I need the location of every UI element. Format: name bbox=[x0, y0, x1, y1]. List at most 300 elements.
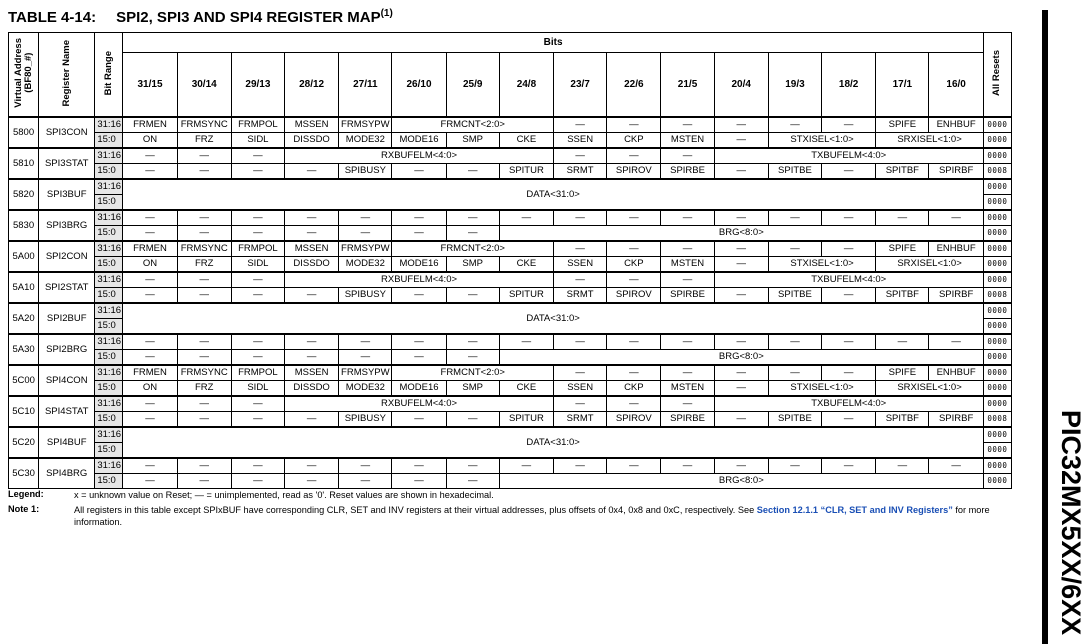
register-name: SPI3BRG bbox=[39, 210, 95, 241]
bit-field: — bbox=[499, 210, 553, 226]
bit-field: SPIRBF bbox=[929, 412, 983, 428]
bit-field: MSSEN bbox=[285, 365, 339, 381]
bit-field: — bbox=[392, 288, 446, 304]
bit-field: — bbox=[554, 458, 607, 474]
bit-field: — bbox=[446, 334, 499, 350]
bit-field: — bbox=[768, 334, 821, 350]
register-row bbox=[9, 117, 1012, 133]
bit-field: SRMT bbox=[554, 412, 607, 428]
bit-field: — bbox=[714, 334, 768, 350]
bit-field: SIDL bbox=[231, 381, 284, 397]
bit-field: SPIROV bbox=[607, 164, 661, 180]
bit-field: FRMEN bbox=[123, 241, 177, 257]
bit-field: MODE32 bbox=[339, 257, 392, 273]
bit-field: — bbox=[177, 458, 231, 474]
bit-field: — bbox=[822, 164, 876, 180]
bit-field: — bbox=[392, 334, 446, 350]
bit-field: SRXISEL<1:0> bbox=[876, 381, 984, 397]
bit-field: SIDL bbox=[231, 257, 284, 273]
section-link[interactable]: Section 12.1.1 “CLR, SET and INV Registers” bbox=[756, 505, 953, 515]
bit-field: BRG<8:0> bbox=[499, 474, 983, 489]
bit-field: — bbox=[123, 272, 177, 288]
bit-field: SPIROV bbox=[607, 288, 661, 304]
bit-field: — bbox=[231, 412, 284, 428]
reset-value: 0000 bbox=[983, 179, 1011, 195]
bit-column-header: 27/11 bbox=[339, 53, 392, 117]
bit-field: MODE32 bbox=[339, 133, 392, 149]
register-name: SPI2CON bbox=[39, 241, 95, 272]
bit-field: SPITUR bbox=[499, 164, 553, 180]
register-row bbox=[9, 241, 1012, 257]
bit-field: BRG<8:0> bbox=[499, 350, 983, 366]
register-row bbox=[9, 334, 1012, 350]
reset-value: 0000 bbox=[983, 133, 1011, 149]
reset-value: 0000 bbox=[983, 319, 1011, 335]
bit-field: DATA<31:0> bbox=[123, 303, 983, 334]
register-row bbox=[9, 474, 1012, 489]
bit-field: SPITBF bbox=[876, 288, 929, 304]
bit-field: ON bbox=[123, 257, 177, 273]
bit-column-header: 16/0 bbox=[929, 53, 983, 117]
bit-column-header: 31/15 bbox=[123, 53, 177, 117]
bit-field: — bbox=[339, 458, 392, 474]
bit-field: SMP bbox=[446, 257, 499, 273]
bit-field: — bbox=[714, 117, 768, 133]
reset-value: 0008 bbox=[983, 164, 1011, 180]
bit-field: SPIRBF bbox=[929, 164, 983, 180]
bit-field: — bbox=[123, 210, 177, 226]
register-name: SPI2BRG bbox=[39, 334, 95, 365]
bit-field: — bbox=[339, 210, 392, 226]
bit-field: DISSDO bbox=[285, 257, 339, 273]
bit-field: FRZ bbox=[177, 257, 231, 273]
reset-value: 0000 bbox=[983, 241, 1011, 257]
bit-field: — bbox=[285, 334, 339, 350]
bit-field: — bbox=[714, 210, 768, 226]
bit-field: — bbox=[607, 148, 661, 164]
bit-range: 31:16 bbox=[95, 427, 123, 443]
bit-field: — bbox=[123, 164, 177, 180]
bit-field: — bbox=[231, 458, 284, 474]
register-row bbox=[9, 133, 1012, 149]
bit-field: — bbox=[177, 148, 231, 164]
bit-field: — bbox=[123, 474, 177, 489]
bit-range: 31:16 bbox=[95, 458, 123, 474]
bit-field: SPIBUSY bbox=[339, 412, 392, 428]
bit-field: — bbox=[231, 226, 284, 242]
bit-field: — bbox=[392, 226, 446, 242]
bit-field: — bbox=[177, 334, 231, 350]
bit-field: STXISEL<1:0> bbox=[768, 381, 875, 397]
bit-field: SIDL bbox=[231, 133, 284, 149]
bit-field: — bbox=[876, 334, 929, 350]
bit-field: SPIFE bbox=[876, 241, 929, 257]
bit-range: 31:16 bbox=[95, 117, 123, 133]
bit-field: — bbox=[822, 210, 876, 226]
bit-field: — bbox=[392, 350, 446, 366]
bit-field: — bbox=[554, 241, 607, 257]
bit-field: — bbox=[123, 148, 177, 164]
reset-value: 0008 bbox=[983, 288, 1011, 304]
bit-field: — bbox=[285, 350, 339, 366]
bit-field: — bbox=[285, 210, 339, 226]
bit-column-header: 20/4 bbox=[714, 53, 768, 117]
bit-field: — bbox=[339, 226, 392, 242]
register-address: 5C10 bbox=[9, 396, 39, 427]
bit-field: CKP bbox=[607, 133, 661, 149]
bit-field: SPIROV bbox=[607, 412, 661, 428]
bit-field: — bbox=[554, 210, 607, 226]
bit-field: — bbox=[446, 458, 499, 474]
bit-range: 31:16 bbox=[95, 365, 123, 381]
bit-field: — bbox=[231, 210, 284, 226]
bit-field: — bbox=[607, 396, 661, 412]
bit-field: — bbox=[876, 458, 929, 474]
bit-field: ON bbox=[123, 133, 177, 149]
reset-value: 0000 bbox=[983, 195, 1011, 211]
bit-field: SMP bbox=[446, 381, 499, 397]
bit-field: — bbox=[446, 350, 499, 366]
bit-field: SPITBF bbox=[876, 164, 929, 180]
bit-field: — bbox=[822, 241, 876, 257]
bit-range: 15:0 bbox=[95, 226, 123, 242]
bit-field: MSTEN bbox=[661, 133, 714, 149]
bit-field: ENHBUF bbox=[929, 365, 983, 381]
bit-range: 31:16 bbox=[95, 272, 123, 288]
bit-field: — bbox=[177, 226, 231, 242]
bit-range: 31:16 bbox=[95, 334, 123, 350]
bit-field: — bbox=[768, 458, 821, 474]
bit-field: — bbox=[499, 458, 553, 474]
bit-field: FRMPOL bbox=[231, 241, 284, 257]
bit-field: MODE16 bbox=[392, 133, 446, 149]
bit-field: RXBUFELM<4:0> bbox=[285, 396, 554, 412]
bit-range: 31:16 bbox=[95, 210, 123, 226]
bit-field: RXBUFELM<4:0> bbox=[285, 272, 554, 288]
bit-range-header: Bit Range bbox=[95, 33, 123, 118]
register-row bbox=[9, 148, 1012, 164]
register-row bbox=[9, 226, 1012, 242]
bit-field: FRMSYPW bbox=[339, 365, 392, 381]
bit-column-header: 24/8 bbox=[499, 53, 553, 117]
register-row bbox=[9, 365, 1012, 381]
reset-value: 0000 bbox=[983, 427, 1011, 443]
bit-field: — bbox=[661, 241, 714, 257]
bit-range: 15:0 bbox=[95, 474, 123, 489]
bit-field: — bbox=[714, 257, 768, 273]
register-name: SPI3BUF bbox=[39, 179, 95, 210]
bit-field: — bbox=[446, 412, 499, 428]
bit-field: — bbox=[607, 334, 661, 350]
table-number: TABLE 4-14: bbox=[8, 9, 97, 26]
bit-range: 15:0 bbox=[95, 381, 123, 397]
bit-field: — bbox=[714, 241, 768, 257]
bit-field: — bbox=[177, 288, 231, 304]
bit-column-header: 22/6 bbox=[607, 53, 661, 117]
bit-field: SRMT bbox=[554, 288, 607, 304]
bit-range: 31:16 bbox=[95, 179, 123, 195]
bit-field: — bbox=[123, 458, 177, 474]
bit-field: — bbox=[929, 210, 983, 226]
bit-column-header: 30/14 bbox=[177, 53, 231, 117]
legend-label: Legend: bbox=[8, 489, 44, 499]
bit-field: FRZ bbox=[177, 133, 231, 149]
bit-field: — bbox=[876, 210, 929, 226]
bit-field: — bbox=[661, 117, 714, 133]
register-row bbox=[9, 179, 1012, 195]
bit-field: BRG<8:0> bbox=[499, 226, 983, 242]
bit-field: TXBUFELM<4:0> bbox=[714, 272, 983, 288]
register-address: 5800 bbox=[9, 117, 39, 148]
bit-field: — bbox=[392, 412, 446, 428]
bit-field: CKP bbox=[607, 257, 661, 273]
bit-field: — bbox=[446, 226, 499, 242]
bit-field: — bbox=[339, 474, 392, 489]
bit-range: 15:0 bbox=[95, 164, 123, 180]
reset-value: 0000 bbox=[983, 474, 1011, 489]
side-device-label: PIC32MX5XX/6XX bbox=[1056, 410, 1086, 636]
register-name: SPI4CON bbox=[39, 365, 95, 396]
bit-field: — bbox=[339, 350, 392, 366]
bit-field: — bbox=[607, 458, 661, 474]
reset-value: 0000 bbox=[983, 381, 1011, 397]
bit-field: — bbox=[392, 458, 446, 474]
bit-field: MODE32 bbox=[339, 381, 392, 397]
bit-field: TXBUFELM<4:0> bbox=[714, 396, 983, 412]
bit-field: — bbox=[929, 334, 983, 350]
bit-field: DISSDO bbox=[285, 133, 339, 149]
bit-field: FRMPOL bbox=[231, 117, 284, 133]
bit-field: — bbox=[607, 272, 661, 288]
bit-field: DATA<31:0> bbox=[123, 427, 983, 458]
bit-field: SPIRBE bbox=[661, 288, 714, 304]
bit-column-header: 19/3 bbox=[768, 53, 821, 117]
reset-value: 0000 bbox=[983, 210, 1011, 226]
bit-field: — bbox=[446, 164, 499, 180]
register-address: 5A10 bbox=[9, 272, 39, 303]
bit-field: FRMPOL bbox=[231, 365, 284, 381]
register-name-header: Register Name bbox=[39, 33, 95, 118]
table-title bbox=[8, 8, 393, 26]
bit-range: 31:16 bbox=[95, 241, 123, 257]
register-row bbox=[9, 458, 1012, 474]
bit-field: — bbox=[768, 241, 821, 257]
bit-field: MSTEN bbox=[661, 257, 714, 273]
register-name: SPI4BUF bbox=[39, 427, 95, 458]
title-note-ref: (1) bbox=[380, 8, 393, 19]
bit-field: — bbox=[285, 474, 339, 489]
bit-field: — bbox=[339, 334, 392, 350]
bit-field: SPITUR bbox=[499, 288, 553, 304]
bit-field: — bbox=[231, 474, 284, 489]
note-label: Note 1: bbox=[8, 504, 40, 514]
bit-field: — bbox=[822, 458, 876, 474]
bit-field: — bbox=[392, 164, 446, 180]
bit-field: — bbox=[714, 381, 768, 397]
bit-field: — bbox=[607, 210, 661, 226]
bit-field: SPITBE bbox=[768, 288, 821, 304]
bit-field: SSEN bbox=[554, 257, 607, 273]
bit-field: SPITBE bbox=[768, 412, 821, 428]
bit-field: — bbox=[661, 458, 714, 474]
bit-field: FRMEN bbox=[123, 365, 177, 381]
bit-field: — bbox=[929, 458, 983, 474]
reset-value: 0000 bbox=[983, 396, 1011, 412]
reset-value: 0000 bbox=[983, 226, 1011, 242]
bit-field: SPITUR bbox=[499, 412, 553, 428]
bit-field: — bbox=[123, 288, 177, 304]
bit-field: MODE16 bbox=[392, 257, 446, 273]
bit-field: — bbox=[446, 288, 499, 304]
bit-field: — bbox=[768, 365, 821, 381]
bit-field: — bbox=[123, 334, 177, 350]
bit-range: 15:0 bbox=[95, 133, 123, 149]
register-row bbox=[9, 288, 1012, 304]
bit-field: RXBUFELM<4:0> bbox=[285, 148, 554, 164]
bit-column-header: 21/5 bbox=[661, 53, 714, 117]
bit-field: — bbox=[554, 148, 607, 164]
bit-field: — bbox=[714, 365, 768, 381]
bit-field: — bbox=[661, 272, 714, 288]
bit-field: FRMEN bbox=[123, 117, 177, 133]
bit-field: — bbox=[661, 334, 714, 350]
reset-value: 0000 bbox=[983, 365, 1011, 381]
bit-field: — bbox=[392, 474, 446, 489]
bit-column-header: 26/10 bbox=[392, 53, 446, 117]
bit-field: STXISEL<1:0> bbox=[768, 133, 875, 149]
all-resets-header: All Resets bbox=[983, 33, 1011, 118]
bit-field: — bbox=[822, 412, 876, 428]
bit-field: ON bbox=[123, 381, 177, 397]
bit-field: SPIRBE bbox=[661, 412, 714, 428]
bit-field: — bbox=[231, 148, 284, 164]
register-row bbox=[9, 396, 1012, 412]
bit-field: FRMSYNC bbox=[177, 241, 231, 257]
bit-field: CKP bbox=[607, 381, 661, 397]
bit-field: FRMSYPW bbox=[339, 241, 392, 257]
bit-field: — bbox=[554, 334, 607, 350]
reset-value: 0000 bbox=[983, 443, 1011, 459]
reset-value: 0000 bbox=[983, 272, 1011, 288]
bit-field: SPITBE bbox=[768, 164, 821, 180]
bit-field: — bbox=[123, 396, 177, 412]
bit-field: FRMCNT<2:0> bbox=[392, 241, 554, 257]
bit-field: — bbox=[714, 412, 768, 428]
register-rows bbox=[9, 117, 1012, 489]
bit-number-header-row bbox=[9, 53, 1012, 117]
bit-column-header: 23/7 bbox=[554, 53, 607, 117]
bit-field: — bbox=[231, 334, 284, 350]
bit-field: — bbox=[661, 365, 714, 381]
bit-field: CKE bbox=[499, 257, 553, 273]
bit-field: CKE bbox=[499, 133, 553, 149]
bit-field: DATA<31:0> bbox=[123, 179, 983, 210]
bit-field: CKE bbox=[499, 381, 553, 397]
bit-field: SPIFE bbox=[876, 365, 929, 381]
bit-field: — bbox=[714, 133, 768, 149]
bit-field: — bbox=[714, 288, 768, 304]
register-address: 5C20 bbox=[9, 427, 39, 458]
bit-field: — bbox=[177, 210, 231, 226]
bit-field: MSTEN bbox=[661, 381, 714, 397]
bit-field: — bbox=[285, 288, 339, 304]
register-name: SPI2STAT bbox=[39, 272, 95, 303]
bit-field: STXISEL<1:0> bbox=[768, 257, 875, 273]
bit-field: — bbox=[607, 241, 661, 257]
bit-field: — bbox=[607, 365, 661, 381]
register-row bbox=[9, 257, 1012, 273]
bit-field: TXBUFELM<4:0> bbox=[714, 148, 983, 164]
bit-field: — bbox=[177, 412, 231, 428]
reset-value: 0000 bbox=[983, 117, 1011, 133]
bit-field: — bbox=[231, 288, 284, 304]
bit-field: — bbox=[177, 396, 231, 412]
bit-field: SPITBF bbox=[876, 412, 929, 428]
register-row bbox=[9, 381, 1012, 397]
bits-header: Bits bbox=[123, 33, 983, 53]
bit-field: SPIBUSY bbox=[339, 164, 392, 180]
register-name: SPI3STAT bbox=[39, 148, 95, 179]
bit-field: FRMSYNC bbox=[177, 117, 231, 133]
bit-field: ENHBUF bbox=[929, 241, 983, 257]
bit-field: — bbox=[822, 288, 876, 304]
reset-value: 0000 bbox=[983, 303, 1011, 319]
bit-field: — bbox=[446, 474, 499, 489]
register-name: SPI2BUF bbox=[39, 303, 95, 334]
register-name: SPI4STAT bbox=[39, 396, 95, 427]
bit-field: SPIRBF bbox=[929, 288, 983, 304]
bit-field: — bbox=[177, 164, 231, 180]
bit-field: — bbox=[392, 210, 446, 226]
register-address: 5820 bbox=[9, 179, 39, 210]
virtual-address-header: Virtual Address (BF80_#) bbox=[9, 33, 39, 118]
bit-column-header: 18/2 bbox=[822, 53, 876, 117]
register-row bbox=[9, 427, 1012, 443]
bit-field: — bbox=[822, 365, 876, 381]
bit-range: 15:0 bbox=[95, 443, 123, 459]
register-address: 5A30 bbox=[9, 334, 39, 365]
register-row bbox=[9, 272, 1012, 288]
bit-field: — bbox=[554, 396, 607, 412]
register-name: SPI3CON bbox=[39, 117, 95, 148]
bit-field: — bbox=[714, 458, 768, 474]
register-row bbox=[9, 210, 1012, 226]
reset-value: 0008 bbox=[983, 412, 1011, 428]
bit-field: SSEN bbox=[554, 381, 607, 397]
bit-field: — bbox=[231, 164, 284, 180]
bit-range: 31:16 bbox=[95, 148, 123, 164]
bit-field: — bbox=[285, 458, 339, 474]
bit-field: SRXISEL<1:0> bbox=[876, 133, 984, 149]
bit-range: 31:16 bbox=[95, 303, 123, 319]
bit-column-header: 25/9 bbox=[446, 53, 499, 117]
register-address: 5A20 bbox=[9, 303, 39, 334]
bit-field: — bbox=[177, 272, 231, 288]
bit-range: 15:0 bbox=[95, 257, 123, 273]
register-address: 5830 bbox=[9, 210, 39, 241]
register-row bbox=[9, 164, 1012, 180]
reset-value: 0000 bbox=[983, 257, 1011, 273]
bit-field: — bbox=[123, 226, 177, 242]
bit-column-header: 29/13 bbox=[231, 53, 284, 117]
legend-text: x = unknown value on Reset; — = unimplemented, read as '0'. Reset values are shown in hexadecimal. bbox=[74, 490, 494, 500]
page-edge-bar bbox=[1042, 10, 1048, 644]
table-caption: SPI2, SPI3 AND SPI4 REGISTER MAP bbox=[116, 9, 381, 26]
bit-field: SRXISEL<1:0> bbox=[876, 257, 984, 273]
bit-field: — bbox=[446, 210, 499, 226]
register-address: 5810 bbox=[9, 148, 39, 179]
register-row bbox=[9, 350, 1012, 366]
